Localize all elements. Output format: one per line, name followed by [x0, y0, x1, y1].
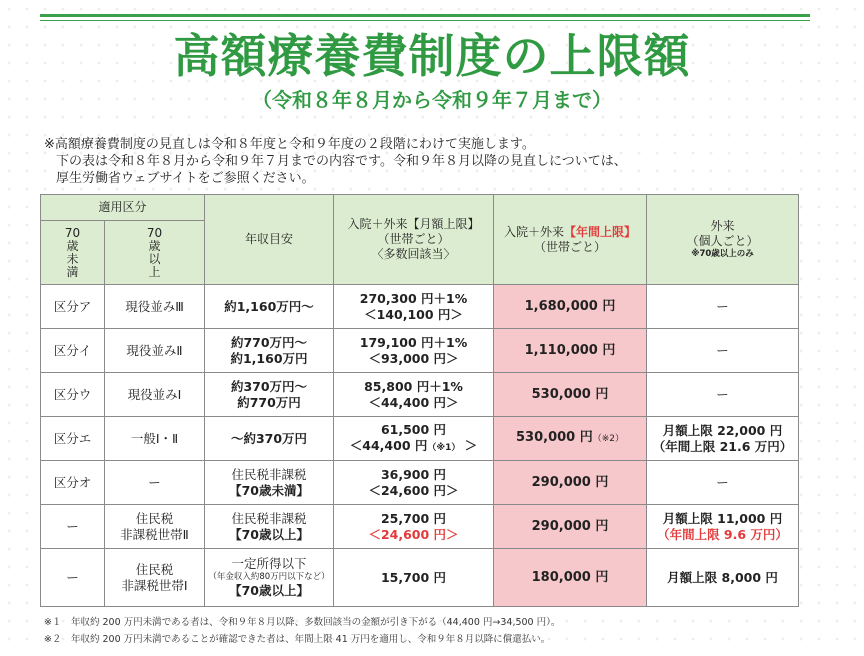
table-row: 区分ウ 現役並みⅠ 約370万円〜 約770万円 85,800 円＋1% ＜44,400 円＞ 530,000 円 ー [41, 373, 799, 417]
header-income: 年収目安 [205, 195, 334, 285]
footnote-1: ※１ 年収約 200 万円未満である者は、令和９年８月以降、多数回該当の金額が引き下がる（44,400 円→34,500 円）。 [44, 617, 561, 628]
table-row: 区分ア 現役並みⅢ 約1,160万円〜 270,300 円＋1% ＜140,100 円＞ 1,680,000 円 ー [41, 285, 799, 329]
intro-note-line: ※高額療養費制度の見直しは令和８年度と令和９年度の２段階にわけて実施します。 [44, 137, 535, 152]
header-under70: 70 歳 未 満 [41, 221, 105, 285]
intro-note-line: 下の表は令和８年８月から令和９年７月までの内容です。令和９年８月以降の見直しについては、 [56, 154, 627, 169]
intro-note-line: 厚生労働省ウェブサイトをご参照ください。 [56, 171, 315, 186]
page-title: 高額療養費制度の上限額 [173, 29, 691, 83]
page-subtitle: （令和８年８月から令和９年７月まで） [252, 88, 612, 112]
header-outpatient: 外来 （個人ごと） ※70歳以上のみ [647, 195, 799, 285]
header-over70: 70 歳 以 上 [105, 221, 205, 285]
top-rule-thin [40, 20, 810, 21]
header-annual: 入院＋外来【年間上限】 （世帯ごと） [494, 195, 647, 285]
footnote-2: ※２ 年収約 200 万円未満であることが確認できた者は、年間上限 41 万円を適用し、令和９年８月以降に償還払い。 [44, 634, 551, 645]
top-rule-thick [40, 14, 810, 17]
table-row: 区分イ 現役並みⅡ 約770万円〜 約1,160万円 179,100 円＋1% ＜93,000 円＞ 1,110,000 円 ー [41, 329, 799, 373]
table-row: ー 住民税 非課税世帯Ⅰ 一定所得以下 （年金収入約80万円以下など） 【70歳以上】 15,700 円 180,000 円 月額上限 8,000 円 [41, 549, 799, 607]
table-row: ー 住民税 非課税世帯Ⅱ 住民税非課税 【70歳以上】 25,700 円 ＜24,600 円＞ 290,000 円 月額上限 11,000 円 （年間上限 9.6 万円） [41, 505, 799, 549]
intro-note [44, 136, 834, 187]
table-row: 区分エ 一般Ⅰ・Ⅱ 〜約370万円 61,500 円 ＜44,400 円（※1） ＞ 530,000 円（※2） 月額上限 22,000 円 （年間上限 21.6 万円） [41, 417, 799, 461]
limit-table [40, 194, 799, 607]
table-row: 区分オ ー 住民税非課税 【70歳未満】 36,900 円 ＜24,600 円＞ 290,000 円 ー [41, 461, 799, 505]
header-applicable: 適用区分 [41, 195, 205, 221]
header-monthly: 入院＋外来【月額上限】 （世帯ごと） 〈多数回該当〉 [334, 195, 494, 285]
